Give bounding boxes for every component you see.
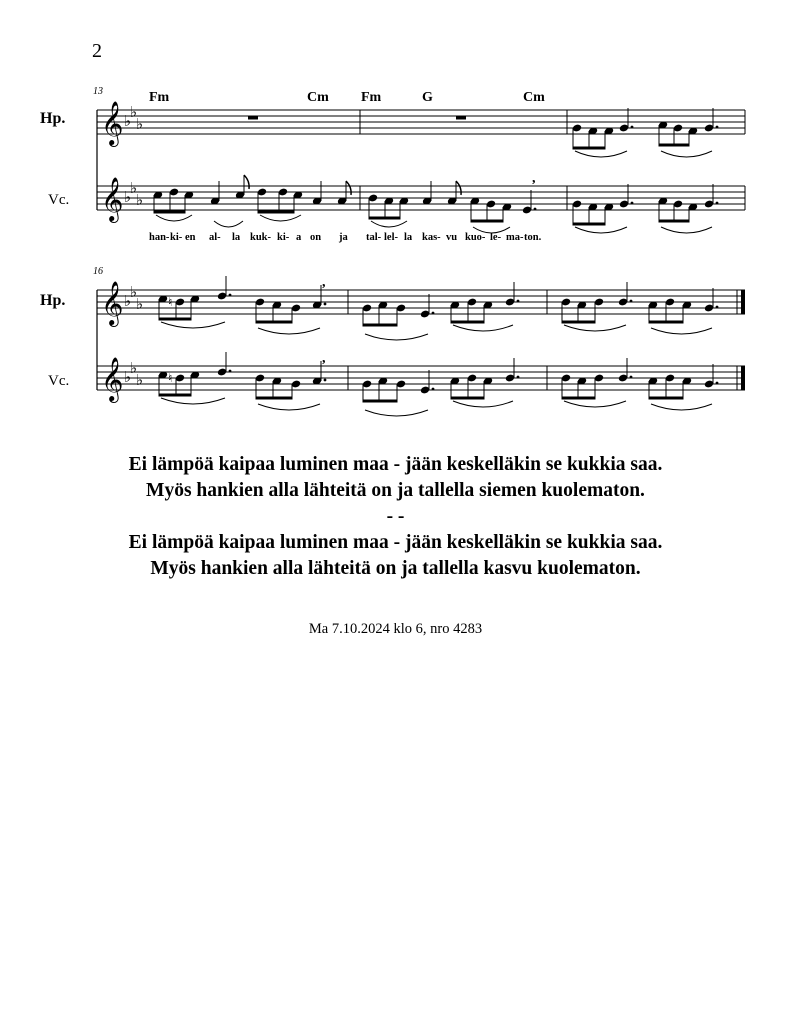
lyric-syllable: le- [490,232,502,243]
harp-label: Hp. [40,292,66,309]
lyric-syllable: en [185,232,196,243]
dot [432,312,435,315]
poem-line: Myös hankien alla lähteitä on ja tallella kasvu kuolematon. [150,558,641,579]
lyric-syllable: tal- [366,232,382,243]
poem-separator: - - [386,506,405,527]
lyric-syllable: ki- [170,232,183,243]
slur [365,334,428,340]
lyric-syllable: vu [446,232,458,243]
lyric-syllable: ki- [277,232,290,243]
beam [256,321,293,324]
dot [716,202,719,205]
whole-rest [248,116,258,120]
beam [154,211,186,214]
beam [573,147,606,150]
slur [258,328,320,334]
beam [659,220,690,223]
whole-rest [456,116,466,120]
lyric-syllable: ja [339,232,348,243]
poem-line: Myös hankien alla lähteitä on ja tallella siemen kuolematon. [146,480,645,501]
slur [214,221,243,227]
lyric-syllable: al- [209,232,221,243]
beam [562,397,596,400]
lyric-syllable: kas- [422,232,441,243]
chord-symbol: Cm [523,90,545,105]
chord-symbol: G [422,90,433,105]
slur [161,398,225,404]
poem-text [0,452,791,582]
dot [229,370,232,373]
lyric-syllable: a [296,232,302,243]
dot [716,306,719,309]
lyric-syllable: kuo- [465,232,486,243]
dot [517,300,520,303]
beam [256,397,293,400]
slur [365,410,428,416]
beam [159,318,192,321]
note-flag [346,181,351,195]
dot [631,202,634,205]
slur [575,227,627,233]
dot [630,300,633,303]
beam [573,223,606,226]
treble-clef-icon: 𝄞 [101,179,124,221]
beam [159,394,192,397]
lyric-syllable: ton. [524,232,542,243]
chord-symbol: Fm [361,90,382,105]
dot [631,126,634,129]
lyric-syllable: la [404,232,413,243]
dot [324,303,327,306]
dot [432,388,435,391]
breath-mark: , [322,351,326,366]
poem-line: Ei lämpöä kaipaa luminen maa - jään keskelläkin se kukkia saa. [128,454,663,475]
date-footer: Ma 7.10.2024 klo 6, nro 4283 [308,621,483,637]
flat-icon: ♭ [124,294,132,310]
treble-clef-icon: 𝄞 [101,103,124,145]
beam [649,397,684,400]
dot [324,379,327,382]
slur [661,227,712,233]
flat-icon: ♭ [124,370,132,386]
lyric-syllable: ma- [506,232,524,243]
slur [564,401,626,407]
dot [229,294,232,297]
lyric-syllable: kuk- [250,232,272,243]
harp-label: Hp. [40,110,66,127]
flat-icon: ♭ [124,114,132,130]
measure-number: 13 [93,86,103,97]
natural-icon: ♮ [168,371,173,385]
cello-staff [97,351,745,416]
flat-icon: ♭ [136,297,144,313]
slur [661,151,712,157]
breath-mark: , [532,171,536,186]
beam [363,400,398,403]
slur [371,221,407,227]
page-number: 2 [92,40,102,62]
treble-clef-icon: 𝄞 [101,283,124,325]
beam [659,144,690,147]
flat-icon: ♭ [130,285,138,301]
lyric-syllable: la [232,232,241,243]
flat-icon: ♭ [130,361,138,377]
chord-symbol: Cm [307,90,329,105]
harp-staff [97,275,745,340]
slur [564,325,626,331]
lyric-syllable: han- [149,232,170,243]
beam [649,321,684,324]
poem-line: Ei lämpöä kaipaa luminen maa - jään keskelläkin se kukkia saa. [128,532,663,553]
slur [258,404,320,410]
note-flag [456,181,461,195]
beam [562,321,596,324]
dot [716,382,719,385]
slur [161,322,225,328]
flat-icon: ♭ [130,105,138,121]
slur [651,404,712,410]
dot [716,126,719,129]
cello-label: Vc. [48,192,70,208]
beam [451,397,485,400]
chord-symbol: Fm [149,90,170,105]
music-score [0,0,791,440]
cello-label: Vc. [48,373,70,389]
flat-icon: ♭ [130,181,138,197]
final-barline [741,366,745,390]
cello-staff [97,171,745,233]
slur [575,151,627,157]
slur [260,215,301,221]
dot [517,376,520,379]
natural-icon: ♮ [168,295,173,309]
beam [258,211,295,214]
breath-mark: , [322,275,326,290]
treble-clef-icon: 𝄞 [101,359,124,401]
beam [471,220,504,223]
beam [451,321,485,324]
dot [630,376,633,379]
harp-staff [97,90,745,157]
slur [453,401,513,407]
slur [453,325,513,331]
note-flag [244,175,249,189]
beam [363,324,398,327]
slur [156,215,192,221]
system-1 [40,86,745,243]
flat-icon: ♭ [136,117,144,133]
lyric-syllable: on [310,232,322,243]
flat-icon: ♭ [136,373,144,389]
beam [369,217,401,220]
system-2 [40,266,745,416]
flat-icon: ♭ [124,190,132,206]
lyric-syllable: lel- [384,232,398,243]
slur [651,328,712,334]
measure-number: 16 [93,266,103,277]
lyric-line [149,232,542,243]
flat-icon: ♭ [136,193,144,209]
final-barline [741,290,745,314]
dot [534,208,537,211]
